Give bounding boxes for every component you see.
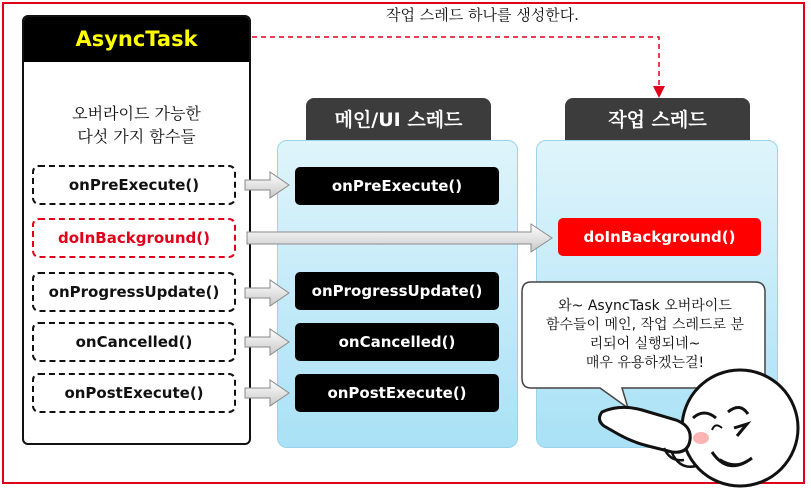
method-oncancelled: onCancelled() (32, 322, 236, 362)
bubble-line-2: 함수들이 메인, 작업 스레드로 분 (545, 317, 745, 333)
method-doinbackground: doInBackground() (32, 218, 236, 258)
method-onpostexecute: onPostExecute() (32, 373, 236, 413)
asynctask-title: AsyncTask (24, 17, 249, 62)
dashed-connector-arrowhead (653, 86, 665, 98)
main-oncancelled: onCancelled() (295, 323, 499, 361)
caption-line-1: 오버라이드 가능한 (72, 104, 201, 123)
arrow-postexecute (245, 380, 289, 406)
main-onpostexecute: onPostExecute() (295, 374, 499, 412)
arrow-progressupdate (245, 280, 289, 306)
bubble-line-3: 리되어 실행되네~ (589, 336, 701, 352)
dashed-connector-line (252, 37, 659, 88)
caption-line-2: 다섯 가지 함수들 (77, 127, 196, 146)
bubble-line-4: 매우 유용하겠는걸! (585, 355, 705, 371)
main-thread-title: 메인/UI 스레드 (306, 98, 491, 140)
arrow-doinbackground (247, 224, 552, 252)
method-onprogressupdate: onProgressUpdate() (32, 272, 236, 312)
top-note: 작업 스레드 하나를 생성한다. (386, 6, 579, 24)
arrow-preexecute (245, 172, 289, 198)
main-onprogressupdate: onProgressUpdate() (295, 272, 499, 310)
main-onpreexecute: onPreExecute() (295, 167, 499, 205)
worker-thread-title: 작업 스레드 (565, 98, 750, 140)
worker-doinbackground: doInBackground() (558, 218, 761, 256)
speech-bubble-text (527, 297, 763, 373)
bubble-line-1: 와~ AsyncTask 오버라이드 (558, 298, 732, 314)
arrow-cancelled (245, 329, 289, 355)
method-onpreexecute: onPreExecute() (32, 165, 236, 205)
